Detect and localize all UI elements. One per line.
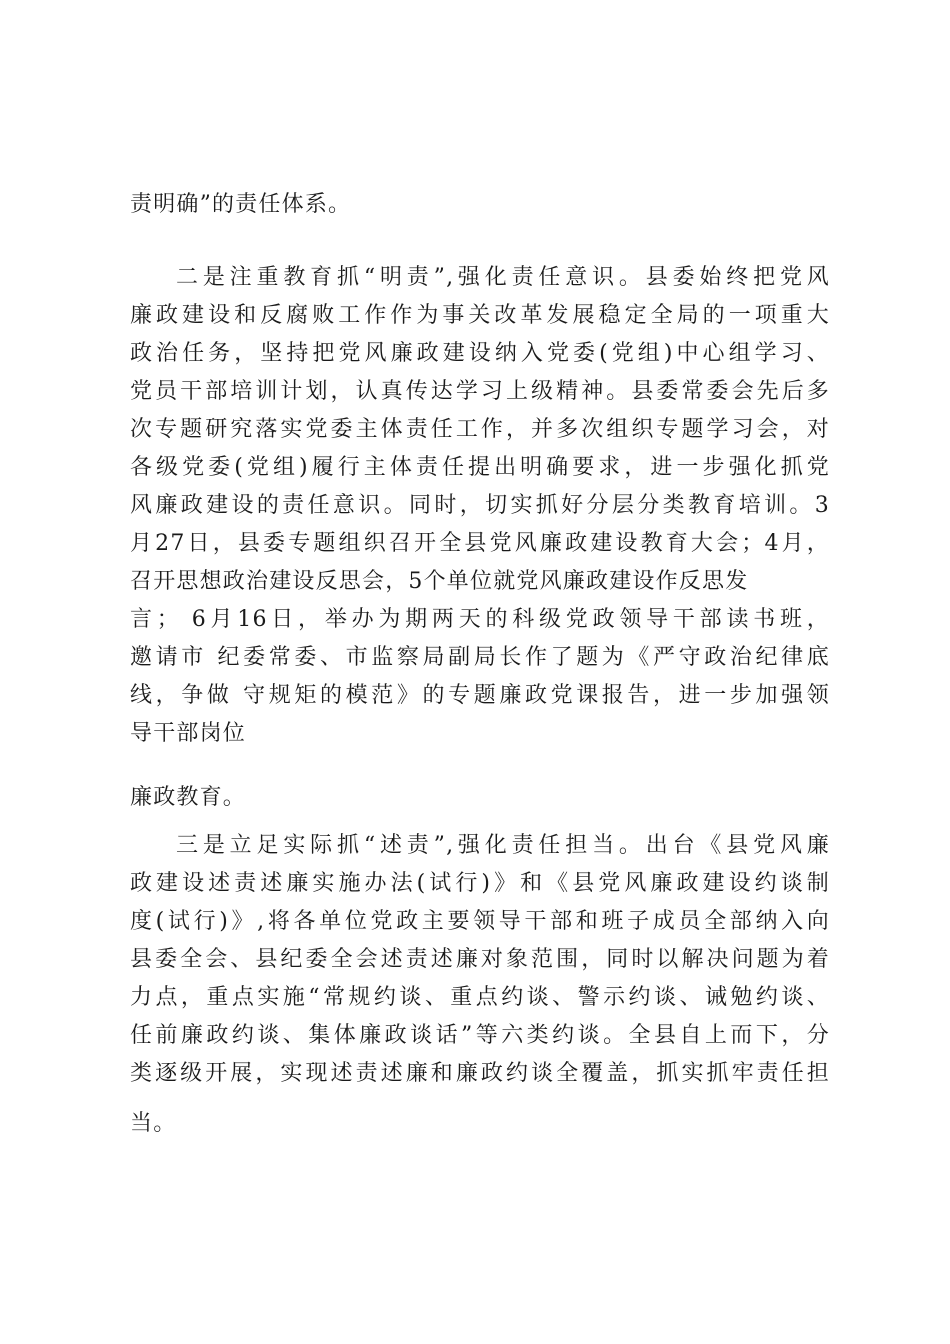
text-line: 导干部岗位 <box>130 721 247 746</box>
text-line: 县委全会、县纪委全会述责述廉对象范围，同时以解决问题为着 <box>130 947 830 972</box>
text-line: 月27日，县委专题组织召开全县党风廉政建设教育大会；4月， <box>130 531 830 556</box>
text-line: 力点，重点实施“常规约谈、重点约谈、警示约谈、诫勉约谈、 <box>130 985 830 1010</box>
text-line: 次专题研究落实党委主体责任工作，并多次组织专题学习会，对 <box>130 417 830 442</box>
text-line: 各级党委(党组)履行主体责任提出明确要求，进一步强化抓党 <box>130 455 830 480</box>
text-line: 责明确”的责任体系。 <box>130 192 352 217</box>
text-line: 线，争做 守规矩的模范》的专题廉政党课报告，进一步加强领 <box>130 683 830 708</box>
text-line: 言； 6月16日，举办为期两天的科级党政领导干部读书班， <box>130 607 830 632</box>
text-line: 类逐级开展，实现述责述廉和廉政约谈全覆盖，抓实抓牢责任担 <box>130 1061 830 1086</box>
text-line: 当。 <box>130 1111 177 1136</box>
text-line: 二是注重教育抓“明责”,强化责任意识。县委始终把党风 <box>176 265 830 290</box>
text-line: 风廉政建设的责任意识。同时，切实抓好分层分类教育培训。3 <box>130 493 830 518</box>
text-line: 政治任务，坚持把党风廉政建设纳入党委(党组)中心组学习、 <box>130 341 830 366</box>
text-line: 度(试行)》,将各单位党政主要领导干部和班子成员全部纳入向 <box>130 909 830 934</box>
text-line: 廉政教育。 <box>130 785 247 810</box>
text-line: 召开思想政治建设反思会，5个单位就党风廉政建设作反思发 <box>130 569 749 594</box>
text-line: 三是立足实际抓“述责”,强化责任担当。出台《县党风廉 <box>176 833 830 858</box>
text-line: 政建设述责述廉实施办法(试行)》和《县党风廉政建设约谈制 <box>130 871 830 896</box>
text-line: 廉政建设和反腐败工作作为事关改革发展稳定全局的一项重大 <box>130 303 830 328</box>
text-line: 党员干部培训计划，认真传达学习上级精神。县委常委会先后多 <box>130 379 830 404</box>
text-line: 任前廉政约谈、集体廉政谈话”等六类约谈。全县自上而下，分 <box>130 1023 830 1048</box>
text-line: 邀请市 纪委常委、市监察局副局长作了题为《严守政治纪律底 <box>130 645 830 670</box>
